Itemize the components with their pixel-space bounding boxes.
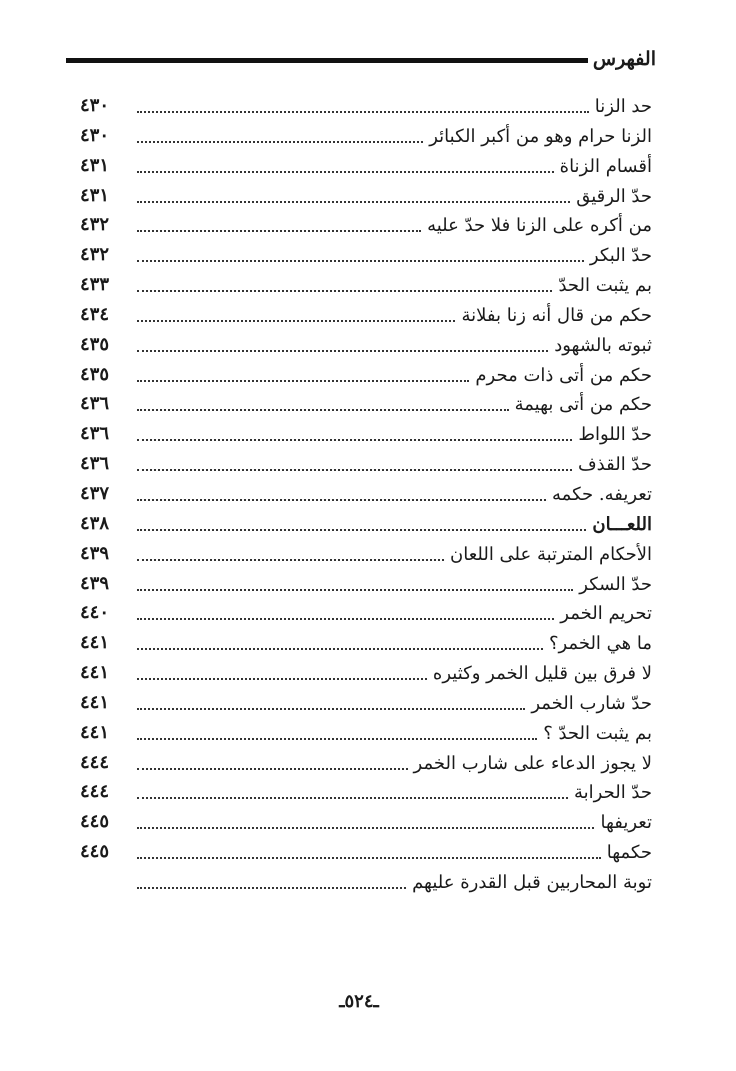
toc-entry-title: حدّ اللواط xyxy=(578,424,652,446)
toc-row xyxy=(80,122,652,152)
toc-entry-page-number: ٤٤٥ xyxy=(80,841,110,863)
toc-entry-page-number: ٤٣٦ xyxy=(80,393,110,415)
dot-leader xyxy=(137,466,572,471)
dot-leader xyxy=(137,556,444,561)
dot-leader xyxy=(137,615,554,620)
toc-entry-page-number: ٤٣٥ xyxy=(80,333,110,355)
header-rule xyxy=(66,58,588,63)
toc-entry-title: لا يجوز الدعاء على شارب الخمر xyxy=(413,752,652,774)
toc-entry-page-number: ٤٣٢ xyxy=(80,244,110,266)
dot-leader xyxy=(137,377,469,382)
toc-entry xyxy=(137,632,652,656)
toc-entry-page-number: ٤٤١ xyxy=(80,662,110,684)
toc-entry xyxy=(137,423,652,447)
toc-entry-page-number: ٤٤٤ xyxy=(80,781,110,803)
table-of-contents xyxy=(80,92,652,898)
toc-entry-title: لا فرق بين قليل الخمر وكثيره xyxy=(432,663,652,685)
toc-row xyxy=(80,182,652,212)
dot-leader xyxy=(137,138,423,143)
dot-leader xyxy=(137,854,601,859)
toc-entry-page-number: ٤٤٠ xyxy=(80,602,110,624)
toc-row xyxy=(80,719,652,749)
toc-entry xyxy=(137,95,652,119)
toc-entry xyxy=(137,364,652,388)
toc-entry-title: حد الزنا xyxy=(594,96,652,117)
toc-entry-page-number: ٤٤١ xyxy=(80,691,110,713)
dot-leader xyxy=(137,794,568,799)
toc-entry-title: تعريفها xyxy=(600,812,652,834)
toc-entry-page-number: ٤٤٤ xyxy=(80,751,110,773)
toc-entry xyxy=(137,244,652,268)
dot-leader xyxy=(137,406,509,411)
toc-entry xyxy=(137,453,652,477)
toc-entry xyxy=(137,334,652,358)
toc-entry-title: اللعـــان xyxy=(592,513,652,535)
toc-entry-page-number: ٤٣٠ xyxy=(80,95,110,116)
dot-leader xyxy=(137,675,427,680)
dot-leader xyxy=(137,198,570,203)
toc-entry-title: تعريفه. حكمه xyxy=(552,483,652,505)
dot-leader xyxy=(137,317,455,322)
dot-leader xyxy=(137,586,573,591)
toc-row xyxy=(80,540,652,570)
toc-entry-title: ثبوته بالشهود xyxy=(554,334,652,356)
toc-entry-title: من أكره على الزنا فلا حدّ عليه xyxy=(427,215,652,237)
toc-row xyxy=(80,211,652,241)
toc-row xyxy=(80,629,652,659)
toc-entry-title: ما هي الخمر؟ xyxy=(548,633,652,655)
toc-entry-title: بم يثبت الحدّ ؟ xyxy=(543,722,652,744)
toc-entry xyxy=(137,214,652,238)
toc-row xyxy=(80,480,652,510)
dot-leader xyxy=(137,108,589,113)
toc-entry-title: توبة المحاربين قبل القدرة عليهم xyxy=(412,871,652,893)
toc-row xyxy=(80,301,652,331)
toc-row xyxy=(80,659,652,689)
toc-entry-title: الزنا حرام وهو من أكبر الكبائر xyxy=(429,125,652,147)
toc-entry-page-number: ٤٣٤ xyxy=(80,303,110,325)
toc-entry xyxy=(137,483,652,507)
toc-row xyxy=(80,450,652,480)
toc-row xyxy=(80,331,652,361)
page-title: الفهرس xyxy=(592,48,656,70)
toc-entry-page-number: ٤٣٣ xyxy=(80,274,110,296)
toc-row xyxy=(80,749,652,779)
toc-entry xyxy=(137,513,652,537)
page-number-footer: ـ٥٢٤ـ xyxy=(339,991,379,1012)
toc-entry xyxy=(137,871,652,895)
toc-entry-page-number: ٤٣٢ xyxy=(80,214,110,236)
toc-entry-title: حدّ السكر xyxy=(579,573,652,595)
toc-row xyxy=(80,92,652,122)
toc-entry-title: حدّ الحرابة xyxy=(574,782,652,804)
toc-row xyxy=(80,689,652,719)
toc-entry-page-number: ٤٣١ xyxy=(80,184,110,206)
toc-entry xyxy=(137,304,652,328)
toc-entry xyxy=(137,602,652,626)
toc-entry-page-number: ٤٤١ xyxy=(80,721,110,743)
toc-entry-title: حكمها xyxy=(606,842,652,864)
toc-row xyxy=(80,271,652,301)
toc-row xyxy=(80,778,652,808)
toc-row xyxy=(80,390,652,420)
dot-leader xyxy=(137,347,548,352)
toc-row xyxy=(80,361,652,391)
dot-leader xyxy=(137,735,537,740)
toc-entry xyxy=(137,125,652,149)
toc-entry-title: تحريم الخمر xyxy=(560,603,652,625)
toc-entry-title: حكم من أتى ذات محرم xyxy=(475,364,652,386)
dot-leader xyxy=(137,257,584,262)
toc-entry-page-number: ٤٣٦ xyxy=(80,453,110,475)
toc-entry xyxy=(137,811,652,835)
dot-leader xyxy=(137,884,406,889)
toc-entry xyxy=(137,393,652,417)
toc-entry xyxy=(137,692,652,716)
toc-row xyxy=(80,570,652,600)
toc-entry-title: حدّ القذف xyxy=(578,454,652,476)
toc-entry-page-number: ٤٣٩ xyxy=(80,572,110,594)
toc-entry-page-number: ٤٣٥ xyxy=(80,363,110,385)
dot-leader xyxy=(137,526,586,531)
toc-entry-title: حكم من قال أنه زنا بفلانة xyxy=(461,304,652,326)
toc-entry-page-number: ٤٤١ xyxy=(80,632,110,654)
toc-entry xyxy=(137,752,652,776)
toc-entry xyxy=(137,274,652,298)
toc-row xyxy=(80,808,652,838)
toc-entry xyxy=(137,722,652,746)
toc-row xyxy=(80,420,652,450)
toc-entry-page-number: ٤٤٥ xyxy=(80,811,110,833)
toc-entry xyxy=(137,155,652,179)
dot-leader xyxy=(137,765,408,770)
toc-entry-page-number: ٤٣١ xyxy=(80,154,110,176)
toc-entry xyxy=(137,841,652,865)
toc-entry-title: حدّ البكر xyxy=(589,245,652,267)
toc-entry xyxy=(137,662,652,686)
dot-leader xyxy=(137,645,543,650)
dot-leader xyxy=(137,287,552,292)
dot-leader xyxy=(137,824,594,829)
dot-leader xyxy=(137,168,554,173)
toc-entry-title: أقسام الزناة xyxy=(559,155,652,177)
toc-row xyxy=(80,838,652,868)
toc-row xyxy=(80,868,652,898)
toc-entry-title: الأحكام المترتبة على اللعان xyxy=(449,543,652,565)
toc-entry-page-number: ٤٣٦ xyxy=(80,423,110,445)
toc-entry xyxy=(137,573,652,597)
toc-entry-title: حدّ شارب الخمر xyxy=(531,692,652,714)
toc-entry-page-number: ٤٣٩ xyxy=(80,542,110,564)
toc-entry-page-number: ٤٣٧ xyxy=(80,482,110,504)
toc-entry-title: حكم من أتى بهيمة xyxy=(514,394,652,416)
toc-entry-title: بم يثبت الحدّ xyxy=(558,275,652,297)
page-header xyxy=(66,44,656,74)
toc-entry-page-number: ٤٣٠ xyxy=(80,124,110,146)
dot-leader xyxy=(137,705,525,710)
toc-row xyxy=(80,241,652,271)
toc-row xyxy=(80,510,652,540)
dot-leader xyxy=(137,436,572,441)
toc-row xyxy=(80,599,652,629)
toc-entry xyxy=(137,543,652,567)
toc-entry xyxy=(137,185,652,209)
toc-entry xyxy=(137,781,652,805)
toc-row xyxy=(80,152,652,182)
toc-entry-page-number: ٤٣٨ xyxy=(80,512,110,534)
dot-leader xyxy=(137,496,546,501)
dot-leader xyxy=(137,227,421,232)
toc-entry-title: حدّ الرقيق xyxy=(576,185,652,207)
